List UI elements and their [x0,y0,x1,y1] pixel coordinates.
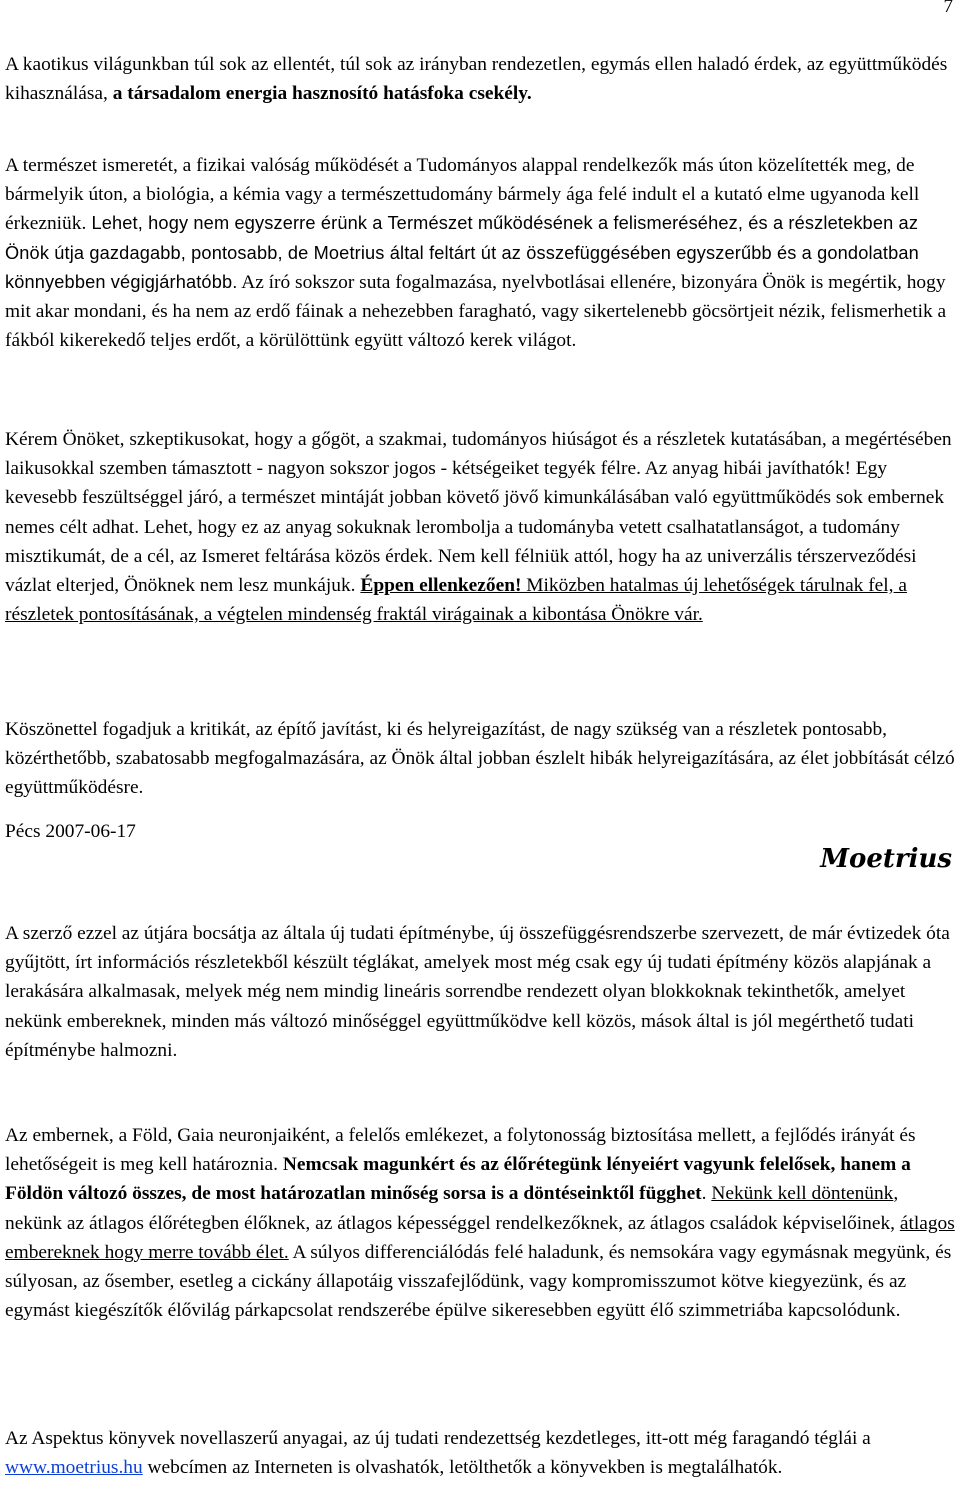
paragraph-7-text-g: A súlyos differenciálódás felé haladunk, és nemsokára vagy egymásnak megyünk, és súlyosan, az ősember, esetleg a cickány állapotáig visszafejlődünk, vagy kompromisszumot kötve kiegyezünk, és az egymást kiegészítők élővilág párkapcsolat rendszerébe épülve sikeresebben együtt élő szimmetriába kapcsolódunk. [5,1241,952,1322]
paragraph-1-bold: a társadalom energia hasznosító hatásfoka csekély. [112,83,532,105]
paragraph-8-text-b: webcímen az Interneten is olvashatók, letölthetők a könyvekben is megtalálhatók. [142,1457,783,1479]
paragraph-4: Köszönettel fogadjuk a kritikát, az építő javítást, ki és helyreigazítást, de nagy szükség van a részletek pontosabb, közérthetőbb, szabatosabb megfogalmazására, az Önök által jobban észlelt hibák helyreigazítására, az élet jobbítását célzó együttműködésre. [5,719,955,799]
paragraph-1 [5,50,955,108]
paragraph-6: A szerző ezzel az útjára bocsátja az általa új tudati építménybe, új összefüggésrendszerbe szervezett, de már évtizedek óta gyűjtött, írt információs részletekből készült téglákat, amelyek most még csak egy új tudati építmény közös alapjának a lerakására alkalmasak, melyek még nem mindig lineáris sorrendbe rendezett olyan blokkoknak tekinthetők, amelyet nekünk embereknek, minden más változó minőséggel együttműködve kell közös, mások által is jól megérthető tudati építménybe halmozni. [5,923,950,1061]
paragraph-8 [5,1424,955,1482]
paragraph-2-text-c: Az író sokszor suta fogalmazása, nyelvbotlásai ellenére, bizonyára Önök is megértik, hogy mit akar mondani, és ha nem az erdő fáinak a nehezebben faragható, vagy sikertelenebb göcsörtjeit nézik, felismerhetik a fákból kikerekedő teljes erdőt, a körülöttünk együtt változó kerek világot. [5,271,947,352]
page-number: 7 [943,0,953,17]
paragraph-7-text-c: . [701,1183,712,1205]
paragraph-3-bold-underlined: Éppen ellenkezően! [360,575,522,597]
paragraph-2-sans-text: Lehet, hogy nem egyszerre érünk a Természet működésének a felismeréséhez, és a részletekben az Önök útja gazdagabb, pontosabb, de Moetrius által feltárt út az összefüggésében egyszerűbb és a gondolatban könnyebben végigjárhatóbb. [5,213,919,292]
website-link[interactable]: www.moetrius.hu [5,1457,143,1479]
paragraph-3-text-a: Kérem Önöket, szkeptikusokat, hogy a gőgöt, a szakmai, tudományos hiúságot és a részletek kutatásában, a megértésében laikusokkal szemben támasztott - nagyon sokszor jogos - kétségeiket tegyék félre. Az anyag hibái javíthatók! Egy kevesebb feszültséggel járó, a természet mintáját jobban követő jövő kimunkálásában való együttműködés sok embernek nemes célt adhat. Lehet, hogy ez az anyag sokuknak lerombolja a tudományba vetett csalhatatlanságot, a tudomány misztikumát, de a cél, az Ismeret feltárása közös érdek. Nem kell félniük attól, hogy ha az univerzális térszerveződési vázlat elterjed, Önöknek nem lesz munkájuk. [5,429,952,597]
paragraph-7-text-e: , nekünk az átlagos élőrétegben élőknek, az átlagos képességgel rendelkezőknek, az átlagos családok képviselőinek, [5,1183,900,1234]
date-line: Pécs 2007-06-17 [5,821,136,842]
paragraph-2-text-a: A természet ismeretét, a fizikai valóság működését a Tudományos alappal rendelkezők más úton közelítették meg, de bármelyik úton, a biológia, a kémia vagy a természettudomány bármely ága felé indult el a kutató elme ugyanoda kell érkezniük. [5,155,920,235]
paragraph-2 [5,151,955,355]
paragraph-7 [5,1121,955,1325]
paragraph-7-underlined-2: átlagos embereknek hogy merre tovább élet. [5,1212,955,1263]
paragraph-7-underlined-1: Nekünk kell döntenünk [711,1183,894,1205]
paragraph-3 [5,425,955,629]
paragraph-7-text-a: Az embernek, a Föld, Gaia neuronjaiként, a felelős emlékezet, a folytonosság biztosítása mellett, a fejlődés irányát és lehetőségeit is meg kell határoznia. [5,1125,916,1176]
author-signature: Moetrius [820,844,952,874]
paragraph-7-bold: Nemcsak magunkért és az élőrétegünk lényeiért vagyunk felelősek, hanem a Földön változó összes, de most határozatlan minőség sorsa is a döntéseinktől függhet [5,1154,911,1205]
paragraph-1-text: A kaotikus világunkban túl sok az ellentét, túl sok az irányban rendezetlen, egymás ellen haladó érdek, az együttműködés kihasználása, [5,54,948,105]
paragraph-8-text-a: Az Aspektus könyvek novellaszerű anyagai, az új tudati rendezettség kezdetleges, itt-ott még faragandó téglái a [5,1428,871,1449]
paragraph-3-underlined-text: Miközben hatalmas új lehetőségek tárulnak fel, a részletek pontosításának, a végtelen mindenség fraktál virágainak a kibontása Önökre vár. [5,575,907,626]
